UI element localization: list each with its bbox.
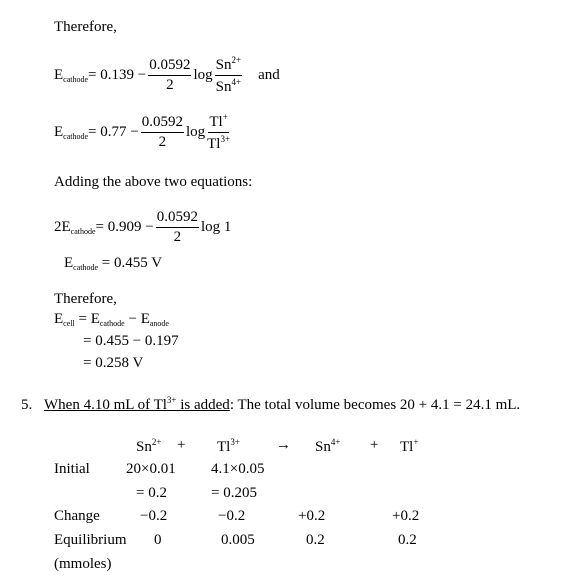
initial-sn-calc: 20×0.01	[126, 461, 176, 477]
item-5-rest: : The total volume becomes 20 + 4.1 = 24.1 mL.	[229, 397, 521, 413]
row-initial-label: Initial	[54, 461, 90, 477]
change-sn4: +0.2	[298, 508, 326, 524]
initial-sn-value: = 0.2	[136, 485, 167, 501]
eq1-and: and	[258, 67, 280, 84]
row-equilibrium-label: Equilibrium	[54, 532, 127, 548]
reaction-sn2: $Sn^{2+}$	[136, 437, 162, 455]
therefore-text-2: Therefore,	[54, 291, 117, 307]
reaction-tl1: Tl+	[400, 437, 419, 455]
eq1-log-fraction: $\frac{Sn^{2+}}{Sn^{4+}}$	[215, 55, 242, 95]
eq3-lhs: $2E_{cathode}$	[54, 218, 96, 236]
item-5-number: 5.	[21, 397, 33, 413]
eq1-fraction: $\frac{0.0592}{2}$	[149, 57, 191, 93]
eq3-log: log 1	[200, 219, 232, 236]
change-tl: −0.2	[218, 508, 246, 524]
eq-tlp: 0.2	[398, 532, 417, 548]
item-5-heading: When 4.10 mL of $Tl^{3+}$ is added	[44, 395, 230, 413]
eq2-log-fraction: $\frac{Tl^+}{Tl^{3+}}$	[207, 112, 231, 152]
eq-sn: 0	[154, 532, 162, 548]
eq3-rhs-pre: = 0.909 −	[95, 219, 154, 236]
eq3-fraction: $\frac{0.0592}{2}$	[156, 209, 198, 245]
initial-tl-calc: 4.1×0.05	[211, 461, 265, 477]
eq1-log: log	[193, 67, 213, 84]
change-sn: −0.2	[140, 508, 168, 524]
equation-1	[54, 56, 280, 96]
reaction-arrow: →	[276, 437, 291, 453]
eq2-log: log	[185, 124, 206, 141]
eq2-lhs: $E_{cathode}$	[54, 123, 89, 141]
equation-6: = 0.455 − 0.197	[83, 333, 179, 349]
equation-7: = 0.258 V	[83, 355, 144, 371]
reaction-plus-2: +	[370, 437, 379, 453]
eq2-fraction: $\frac{0.0592}{2}$	[141, 114, 183, 150]
equation-2	[54, 113, 232, 153]
eq2-rhs-pre: = 0.77 −	[88, 124, 139, 141]
reaction-plus-1: +	[177, 437, 186, 453]
initial-tl-value: = 0.205	[211, 485, 257, 501]
eq1-lhs: $E_{cathode}$	[54, 66, 89, 84]
reaction-tl3: $Tl^{3+}$	[217, 437, 240, 455]
row-change-label: Change	[54, 508, 100, 524]
change-tlp: +0.2	[392, 508, 420, 524]
eq-tl: 0.005	[221, 532, 255, 548]
equation-5: $E_{cell} = E_{cathode} - E_{anode}$	[54, 311, 169, 328]
equation-3	[54, 210, 231, 246]
item-5	[21, 396, 520, 413]
reaction-sn4: $Sn^{4+}$	[315, 437, 341, 455]
adding-text: Adding the above two equations:	[54, 174, 253, 190]
units-label: (mmoles)	[54, 556, 112, 572]
equation-4: $E_{cathode} = 0.455$ V	[64, 255, 163, 272]
eq-sn4: 0.2	[306, 532, 325, 548]
eq1-rhs-pre: = 0.139 −	[88, 67, 147, 84]
therefore-text: Therefore,	[54, 19, 117, 35]
